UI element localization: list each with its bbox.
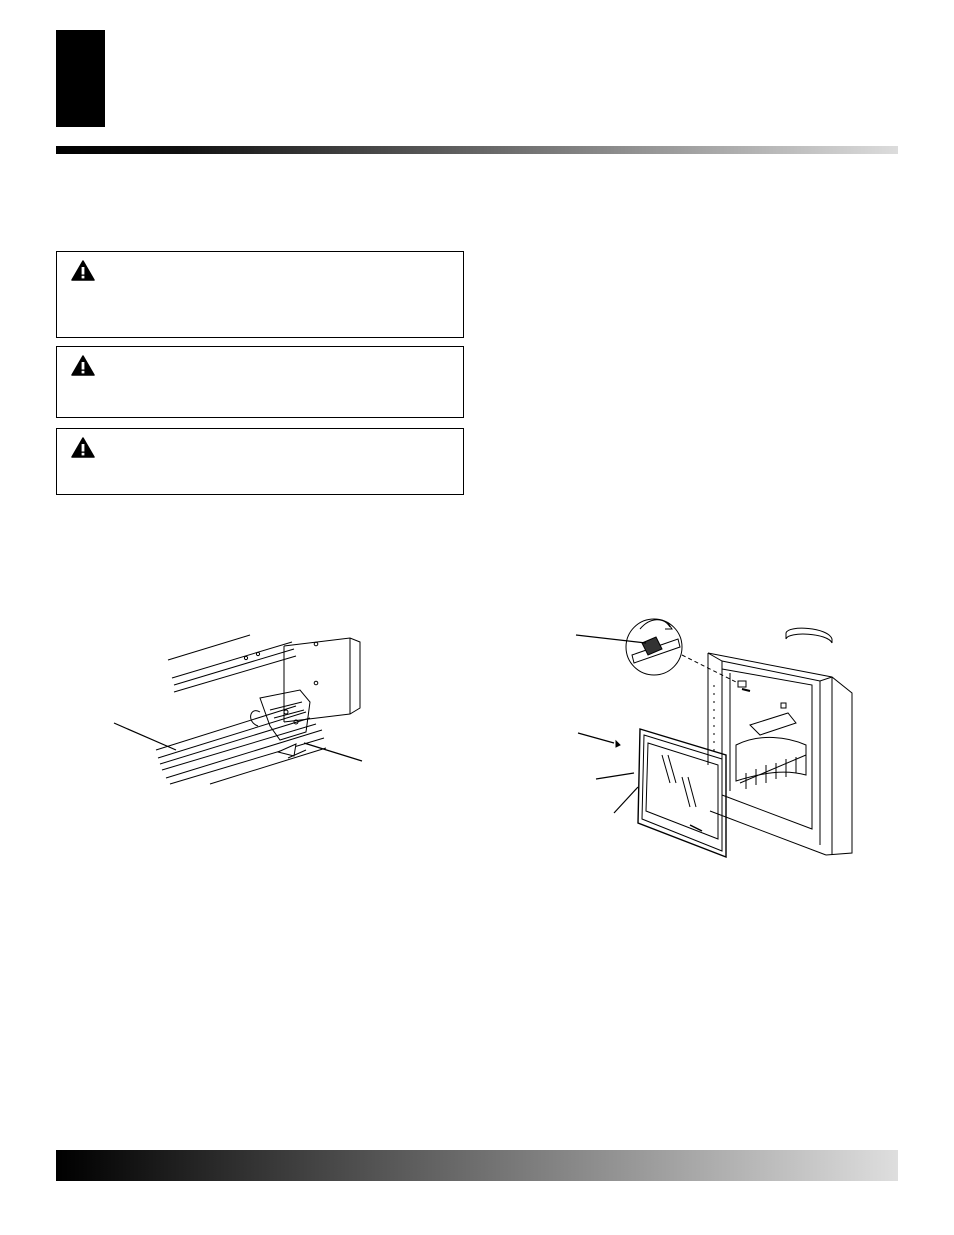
section-tab-block — [56, 30, 105, 127]
fireplace-glass-door-illustration — [570, 605, 860, 865]
footer-gradient-bar — [56, 1150, 898, 1181]
warning-box-1 — [56, 251, 464, 338]
burner-assembly-illustration — [110, 630, 370, 785]
header-gradient-bar — [56, 141, 898, 149]
warning-triangle-icon — [71, 437, 95, 458]
warning-box-2 — [56, 346, 464, 418]
warning-triangle-icon — [71, 260, 95, 281]
warning-triangle-icon — [71, 355, 95, 376]
warning-box-3 — [56, 428, 464, 495]
